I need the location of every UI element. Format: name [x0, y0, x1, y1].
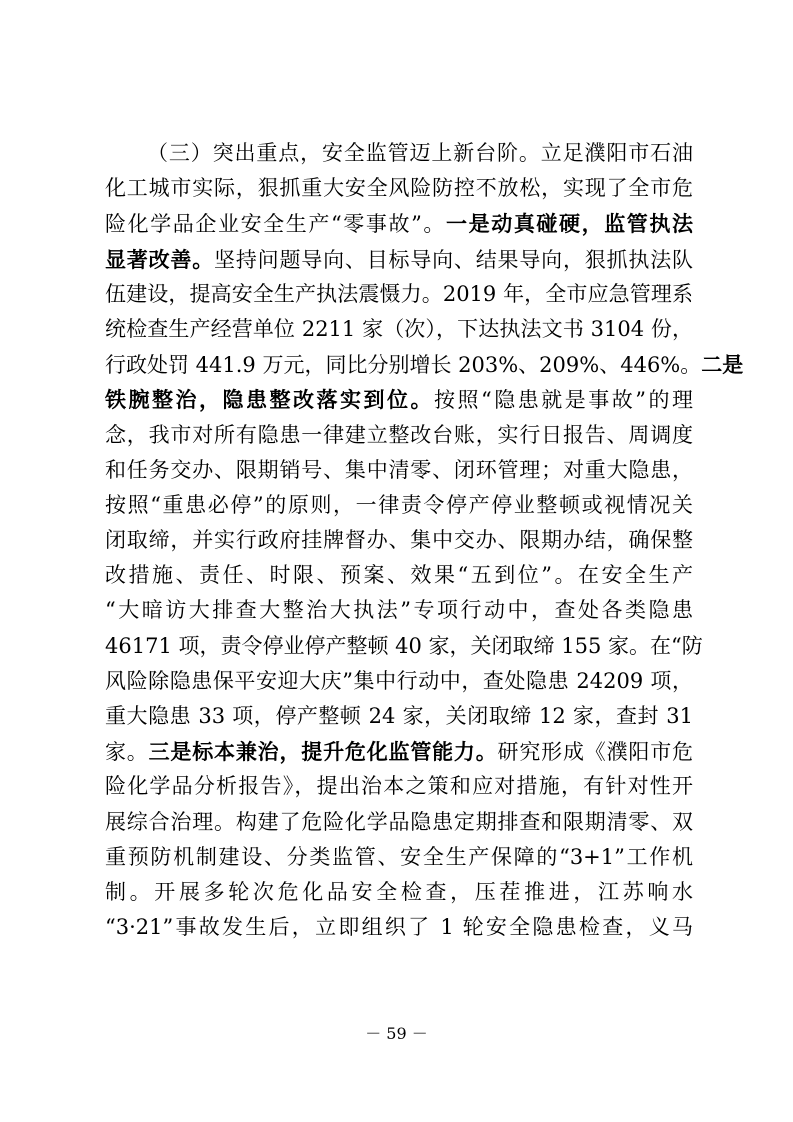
text-line: [105, 805, 693, 840]
body-text-run: 风险除隐患保平安迎大庆”集中行动中，查处隐患 24209 项，: [105, 668, 693, 693]
body-text-run: 重大隐患 33 项，停产整顿 24 家，关闭取缔 12 家，查封 31: [105, 704, 693, 728]
bold-heading-text: 显著改善。: [105, 246, 215, 272]
text-line: [105, 523, 693, 558]
page-number: － 59 －: [365, 1024, 428, 1043]
text-line: [105, 699, 693, 734]
body-text-run: 46171 项，责令停业停产整顿 40 家，关闭取缔 155 家。在“防: [105, 633, 703, 658]
body-text-run: 家。: [105, 740, 149, 765]
body-text-run: 统检查生产经营单位 2211 家（次），下达执法文书 3104 份，: [105, 316, 693, 341]
bold-heading-text: 二是: [701, 352, 744, 378]
text-line: [105, 593, 693, 628]
body-text-run: 闭取缔，并实行政府挂牌督办、集中交办、限期办结，确保整: [105, 528, 693, 553]
body-text-run: 按照“隐患就是事故”的理: [434, 388, 693, 413]
body-text-run: 行政处罚 441.9 万元，同比分别增长 203%、209%、446%。: [105, 353, 702, 378]
text-line: [105, 242, 693, 277]
body-text-run: 展综合治理。构建了危险化学品隐患定期排查和限期清零、双: [105, 809, 693, 834]
body-text-run: 念，我市对所有隐患一律建立整改台账，实行日报告、周调度: [105, 422, 693, 447]
body-text-run: 险化学品企业安全生产“零事故”。: [105, 212, 447, 237]
text-line: [105, 136, 693, 171]
body-text-run: 重预防机制建设、分类监管、安全生产保障的“3+1”工作机: [105, 844, 693, 869]
body-text-run: 研究形成《濮阳市危: [497, 740, 694, 765]
text-line: [105, 629, 703, 664]
text-line: [105, 910, 693, 945]
text-line: [105, 418, 693, 453]
body-text-run: “大暗访大排查大整治大执法”专项行动中，查处各类隐患: [105, 598, 693, 623]
text-line: [105, 382, 693, 417]
body-text-run: （三）突出重点，安全监管迈上新台阶。立足濮阳市石油: [147, 141, 693, 165]
body-text-run: 按照“重患必停”的原则，一律责令停产停业整顿或视情况关: [105, 492, 693, 517]
text-line: [105, 664, 693, 699]
bold-heading-text: 铁腕整治，隐患整改落实到位。: [105, 387, 435, 413]
text-line: [105, 453, 693, 488]
body-text-run: 险化学品分析报告》，提出治本之策和应对措施，有针对性开: [105, 774, 693, 799]
text-line: [105, 769, 693, 804]
body-text-run: 和任务交办、限期销号、集中清零、闭环管理；对重大隐患，: [105, 457, 693, 482]
body-text-run: 改措施、责任、时限、预案、效果“五到位”。在安全生产: [105, 563, 693, 588]
body-paragraph: [105, 136, 744, 945]
text-line: [105, 206, 693, 241]
bold-heading-text: 三是标本兼治，提升危化监管能力。: [148, 739, 498, 765]
text-line: [105, 734, 693, 769]
body-text-run: 伍建设，提高安全生产执法震慑力。2019 年，全市应急管理系: [105, 281, 693, 306]
text-line: [105, 312, 693, 347]
body-text-run: 坚持问题导向、目标导向、结果导向，狠抓执法队: [214, 247, 694, 272]
text-line: [105, 558, 693, 593]
text-line: [105, 488, 693, 523]
text-line: [105, 347, 744, 382]
text-line: [105, 840, 693, 875]
body-text-run: 制。开展多轮次危化品安全检查，压茬推进，江苏响水: [105, 879, 693, 904]
text-line: [105, 277, 693, 312]
text-line: [105, 875, 693, 910]
body-text-run: 化工城市实际，狠抓重大安全风险防控不放松，实现了全市危: [105, 176, 693, 201]
bold-heading-text: 一是动真碰硬，监管执法: [446, 211, 693, 237]
body-text-run: “3·21”事故发生后，立即组织了 1 轮安全隐患检查，义马: [105, 915, 693, 940]
text-line: [105, 171, 693, 206]
